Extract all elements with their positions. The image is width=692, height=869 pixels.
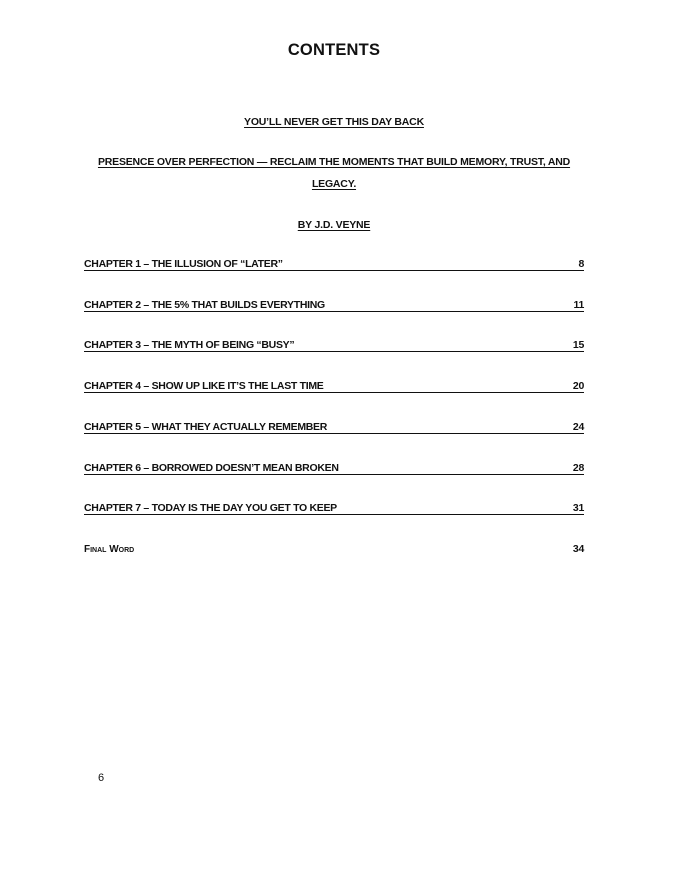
book-title: YOU’LL NEVER GET THIS DAY BACK: [244, 116, 424, 128]
toc-entry-chapter-2[interactable]: [84, 297, 584, 313]
toc-entry-label: CHAPTER 3 – THE MYTH OF BEING “BUSY”: [84, 339, 295, 351]
toc-leader-rule: [84, 433, 584, 434]
toc-entry-label: Final Word: [84, 544, 135, 555]
toc-entry-chapter-5[interactable]: [84, 419, 584, 435]
toc-entry-page: 24: [572, 421, 584, 433]
toc-entry-label: CHAPTER 2 – THE 5% THAT BUILDS EVERYTHING: [84, 299, 325, 311]
toc-entry-label: CHAPTER 1 – THE ILLUSION OF “LATER”: [84, 258, 283, 270]
toc-entry-label: CHAPTER 5 – WHAT THEY ACTUALLY REMEMBER: [84, 421, 328, 433]
author-line: BY J.D. VEYNE: [297, 219, 371, 231]
toc-entry-page: 15: [572, 339, 584, 351]
toc-leader-rule: [84, 514, 584, 515]
toc-entry-chapter-3[interactable]: [84, 337, 584, 353]
toc-entry-chapter-6[interactable]: [84, 460, 584, 476]
toc-entry-page: 31: [572, 502, 584, 514]
toc-entry-chapter-4[interactable]: [84, 378, 584, 394]
toc-entry-page: 11: [573, 299, 584, 311]
book-subtitle: PRESENCE OVER PERFECTION — RECLAIM THE MOMENTS THAT BUILD MEMORY, TRUST, AND LEGACY.: [97, 156, 571, 190]
toc-entry-label: CHAPTER 6 – BORROWED DOESN’T MEAN BROKEN: [84, 462, 339, 474]
toc-entry-page: 8: [578, 258, 584, 270]
toc-entry-final-word[interactable]: [84, 541, 584, 557]
toc-leader-rule: [84, 392, 584, 393]
toc-entry-chapter-7[interactable]: [84, 500, 584, 516]
toc-entry-page: 34: [572, 543, 584, 555]
toc-leader-rule: [84, 474, 584, 475]
toc-leader-rule: [84, 270, 584, 271]
toc-entry-page: 28: [572, 462, 584, 474]
toc-entry-chapter-1[interactable]: [84, 256, 584, 272]
page-number: 6: [98, 772, 105, 784]
toc-leader-rule: [84, 351, 584, 352]
toc-entry-page: 20: [572, 380, 584, 392]
toc-leader-rule: [84, 311, 584, 312]
toc-entry-label: CHAPTER 4 – SHOW UP LIKE IT’S THE LAST TIME: [84, 380, 324, 392]
toc-entry-label: CHAPTER 7 – TODAY IS THE DAY YOU GET TO KEEP: [84, 502, 337, 514]
contents-heading: CONTENTS: [287, 41, 381, 59]
